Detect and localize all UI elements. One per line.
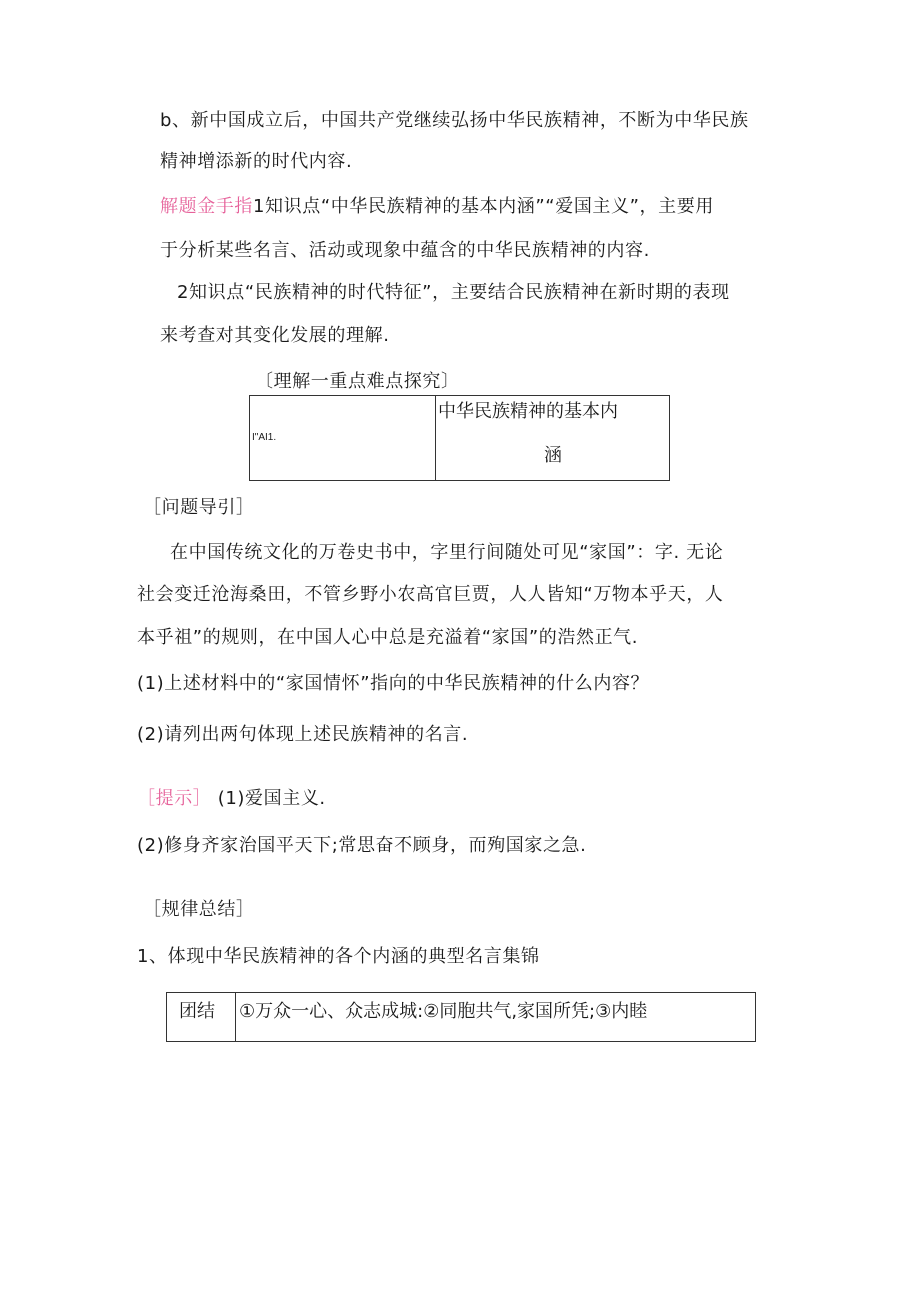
paragraph-line: 2知识点“民族精神的时代特征”，主要结合民族精神在新时期的表现 <box>177 282 730 303</box>
table-cell-label: 团结 <box>179 1001 215 1022</box>
section-title: 〔理解一重点难点探究〕 <box>255 371 460 392</box>
tip-text: 1知识点“中华民族精神的基本内涵”“爱国主义”，主要用 <box>253 196 714 217</box>
paragraph-line: 在中国传统文化的万卷史书中，字里行间随处可见“家国”：字. 无论 <box>170 542 724 563</box>
tip-paragraph <box>160 196 714 218</box>
hint-answer-1: (1)爱国主义. <box>217 788 326 809</box>
paragraph-line: 于分析某些名言、活动或现象中蕴含的中华民族精神的内容. <box>160 240 650 261</box>
paragraph-line: 精神增添新的时代内容. <box>160 151 353 172</box>
question-1: (1)上述材料中的“家国情怀”指向的中华民族精神的什么内容？ <box>137 673 650 694</box>
tip-label: 解题金手指 <box>160 196 253 217</box>
table-divider <box>235 993 236 1041</box>
hint-paragraph <box>137 788 326 810</box>
topic-table <box>249 395 670 481</box>
table-divider <box>435 396 436 480</box>
paragraph-line: b、新中国成立后，中国共产党继续弘扬中华民族精神，不断为中华民族 <box>160 110 749 131</box>
paragraph-line: 本乎祖”的规则，在中国人心中总是充溢着“家国”的浩然正气. <box>137 627 639 648</box>
paragraph-line: 来考查对其变化发展的理解. <box>160 325 390 346</box>
hint-answer-2: (2)修身齐家治国平天下;常思奋不顾身，而殉国家之急. <box>137 835 587 856</box>
question-2: (2)请列出两句体现上述民族精神的名言. <box>137 724 469 745</box>
guide-heading: ［问题导引］ <box>143 497 255 518</box>
hint-label: ［提示］ <box>137 788 212 809</box>
table-cell-content: ①万众一心、众志成城:②同胞共气,家国所凭;③内睦 <box>239 1001 648 1022</box>
table-cell-left: I"AI1. <box>252 432 277 443</box>
summary-item: 1、体现中华民族精神的各个内涵的典型名言集锦 <box>137 946 540 967</box>
quote-table <box>166 992 756 1042</box>
table-cell-right-line1: 中华民族精神的基本内 <box>438 401 618 422</box>
summary-heading: ［规律总结］ <box>143 899 255 920</box>
paragraph-line: 社会变迁沧海桑田，不管乡野小农高官巨贾，人人皆知“万物本乎天，人 <box>137 584 724 605</box>
table-cell-right-line2: 涵 <box>544 445 562 466</box>
